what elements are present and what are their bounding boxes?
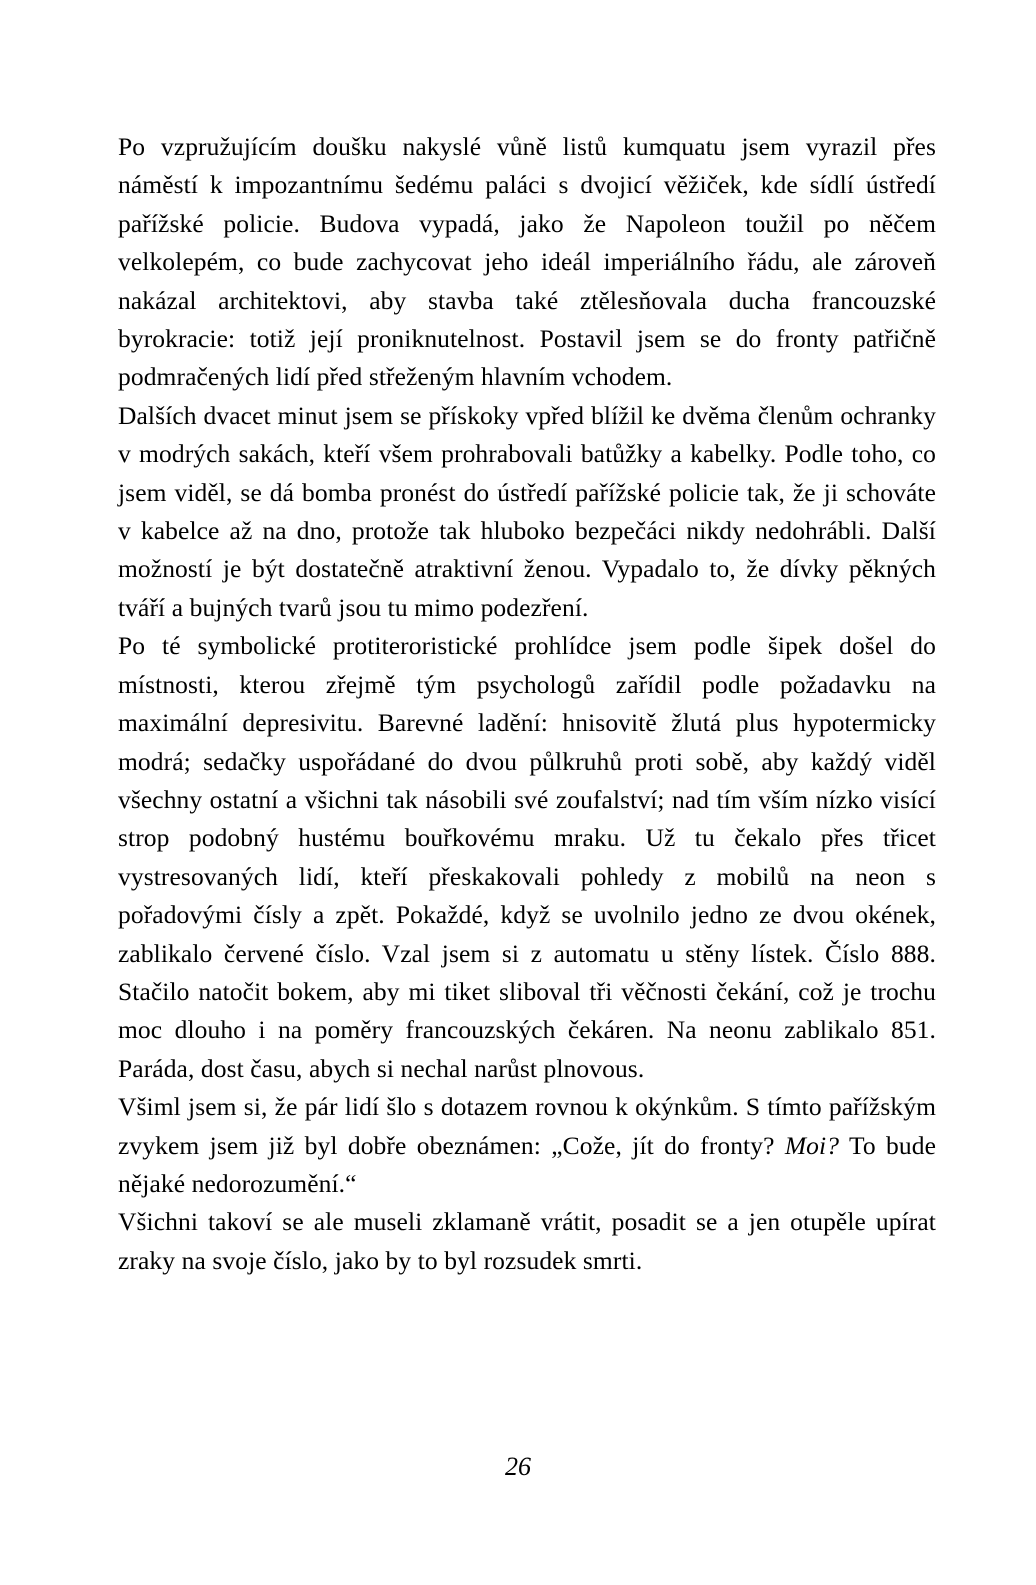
body-text: [118, 128, 936, 1280]
paragraph-5: Všichni takoví se ale museli zklamaně vrátit, posadit se a jen otupěle upírat zraky na svoje číslo, jako by to byl rozsudek smrti.: [118, 1207, 936, 1275]
paragraph-2: Dalších dvacet minut jsem se přískoky vpřed blížil ke dvěma členům ochranky v modrých sakách, kteří všem prohrabovali batůžky a kabelky. Podle toho, co jsem viděl, se dá bomba pronést do ústředí pařížské policie tak, že ji schováte v kabelce až na dno, protože tak hluboko bezpečáci nikdy nedohrábli. Další možností je být dostatečně atraktivní ženou. Vypadalo to, že dívky pěkných tváří a bujných tvarů jsou tu mimo podezření.: [118, 400, 936, 622]
paragraph-4-part-2: To bude nějaké nedorozumění.“: [118, 1130, 936, 1198]
page-number: 26: [505, 1452, 531, 1481]
paragraph-1: Po vzpružujícím doušku nakyslé vůně listů kumquatu jsem vyrazil přes náměstí k impozantnímu šedému paláci s dvojicí věžiček, kde sídlí ústředí pařížské policie. Budova vypadá, jako že Napoleon toužil po něčem velkolepém, co bude zachycovat jeho ideál imperiálního řádu, ale zároveň nakázal architektovi, aby stavba také ztělesňovala ducha francouzské byrokracie: totiž její proniknutelnost. Postavil jsem se do fronty patřičně podmračených lidí před střeženým hlavním vchodem.: [118, 132, 936, 392]
paragraph-4-italic: Moi?: [784, 1130, 840, 1160]
paragraph-4: [118, 1088, 936, 1203]
paragraph-3: Po té symbolické protiteroristické prohlídce jsem podle šipek došel do místnosti, kterou zřejmě tým psychologů zařídil podle požadavku na maximální depresivitu. Barevné ladění: hnisovitě žlutá plus hypotermicky modrá; sedačky uspořádané do dvou půlkruhů proti sobě, aby každý viděl všechny ostatní a všichni tak násobili své zoufalství; nad tím vším nízko visící strop podobný hustému bouřkovému mraku. Už tu čekalo přes třicet vystresovaných lidí, kteří přeskakovali pohledy z mobilů na neon s pořadovými čísly a zpět. Pokaždé, když se uvolnilo jedno ze dvou okének, zablikalo červené číslo. Vzal jsem si z automatu u stěny lístek. Číslo 888. Stačilo natočit bokem, aby mi tiket sliboval tři věčnosti čekání, což je trochu moc dlouho i na poměry francouzských čekáren. Na neonu zablikalo 851. Paráda, dost času, abych si nechal narůst plnovous.: [118, 631, 936, 1083]
paragraph-4-part-1: Všiml jsem si, že pár lidí šlo s dotazem rovnou k okýnkům. S tímto pařížským zvykem jsem již byl dobře obeznámen: „Cože, jít do fronty?: [118, 1092, 936, 1160]
